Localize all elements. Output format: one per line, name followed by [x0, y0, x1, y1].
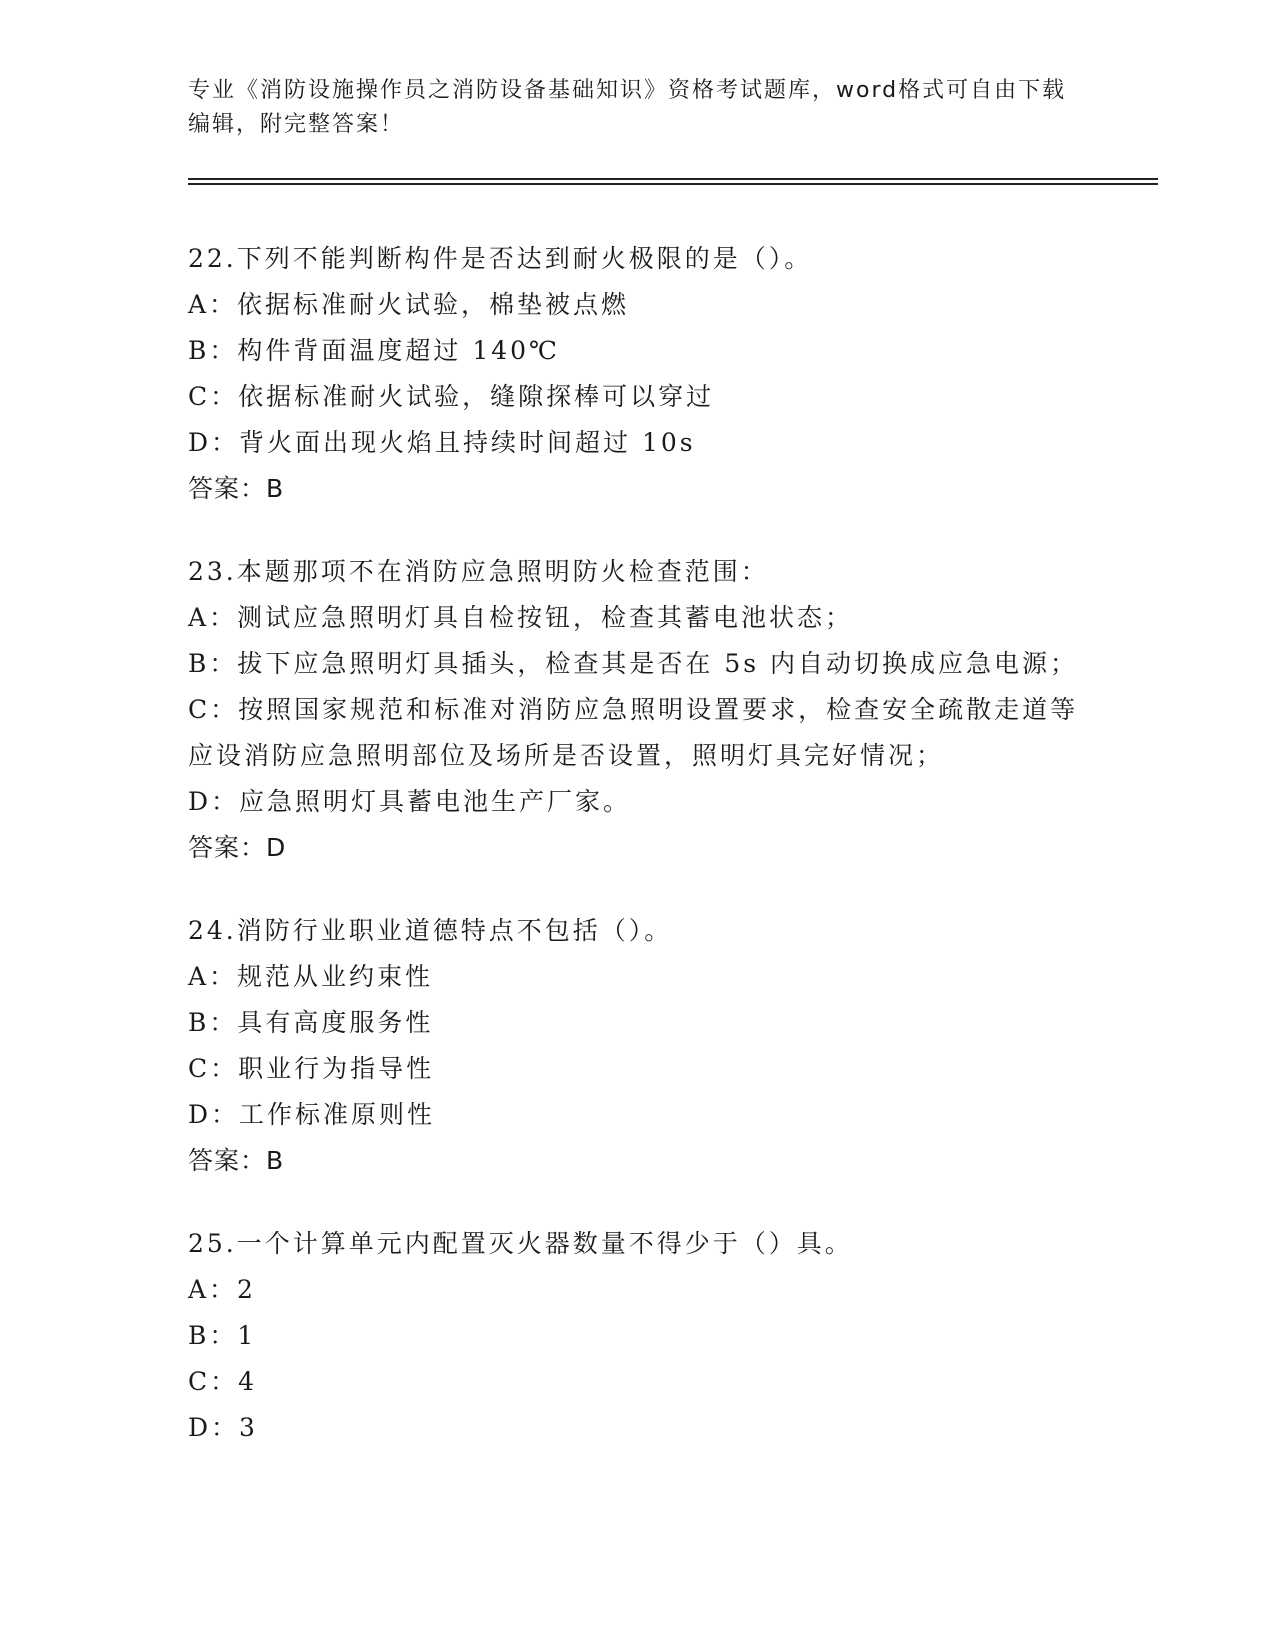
option-c: C：按照国家规范和标准对消防应急照明设置要求，检查安全疏散走道等应设消防应急照明部位及场所是否设置，照明灯具完好情况； — [188, 695, 1079, 770]
answer-label: 答案：B — [188, 474, 285, 503]
option-c: C：职业行为指导性 — [188, 1054, 435, 1083]
option-d: D：3 — [188, 1413, 258, 1442]
option-a: A：2 — [188, 1275, 256, 1304]
option-b: B：具有高度服务性 — [188, 1008, 434, 1037]
question-stem: 25.一个计算单元内配置灭火器数量不得少于（）具。 — [188, 1229, 853, 1258]
document-header: 专业《消防设施操作员之消防设备基础知识》资格考试题库，word格式可自由下载编辑，附完整答案！ — [188, 78, 1067, 137]
question-list — [188, 236, 1088, 1488]
option-c: C：依据标准耐火试验，缝隙探棒可以穿过 — [188, 382, 715, 411]
option-a: A：规范从业约束性 — [188, 962, 434, 991]
question-22 — [188, 236, 1088, 512]
header-divider-bottom — [188, 183, 1158, 185]
option-a: A：测试应急照明灯具自检按钮，检查其蓄电池状态； — [188, 603, 854, 632]
option-b: B：拔下应急照明灯具插头，检查其是否在 5s 内自动切换成应急电源； — [188, 649, 1079, 678]
option-a: A：依据标准耐火试验，棉垫被点燃 — [188, 290, 630, 319]
option-d: D：应急照明灯具蓄电池生产厂家。 — [188, 787, 632, 816]
question-24 — [188, 908, 1088, 1184]
answer-label: 答案：B — [188, 1146, 285, 1175]
answer-label: 答案：D — [188, 833, 287, 862]
question-stem: 22.下列不能判断构件是否达到耐火极限的是（）。 — [188, 244, 813, 273]
option-b: B：构件背面温度超过 140℃ — [188, 336, 561, 365]
question-stem: 23.本题那项不在消防应急照明防火检查范围： — [188, 557, 769, 586]
header-divider-top — [188, 178, 1158, 180]
question-23 — [188, 549, 1088, 871]
question-stem: 24.消防行业职业道德特点不包括（）。 — [188, 916, 673, 945]
question-25 — [188, 1221, 1088, 1451]
option-d: D：背火面出现火焰且持续时间超过 10s — [188, 428, 696, 457]
option-d: D：工作标准原则性 — [188, 1100, 436, 1129]
option-c: C：4 — [188, 1367, 258, 1396]
option-b: B：1 — [188, 1321, 257, 1350]
